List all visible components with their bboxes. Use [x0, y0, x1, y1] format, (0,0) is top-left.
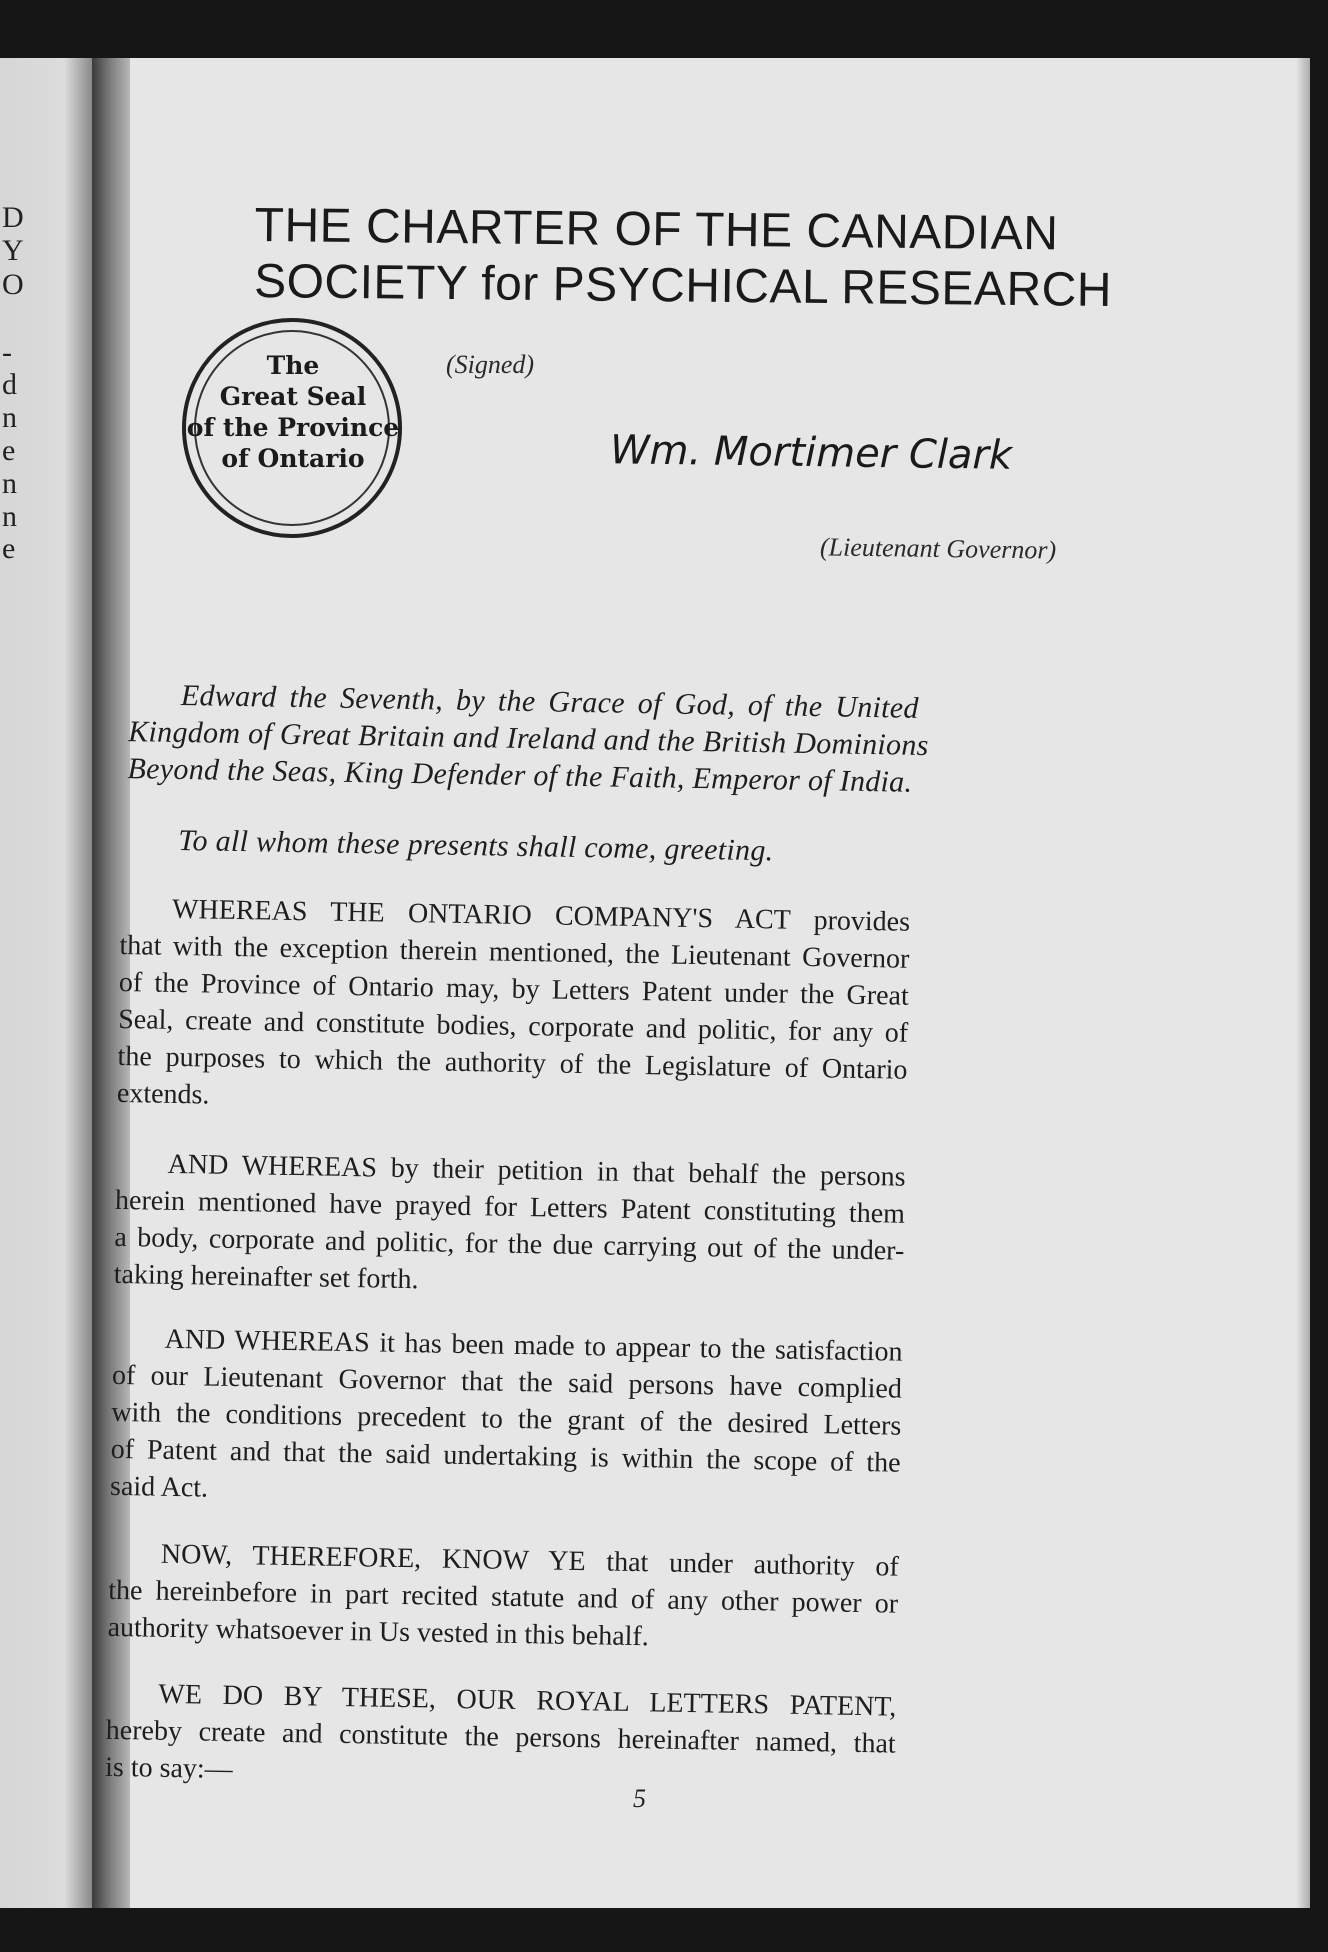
paragraph-line: authority whatsoever in Us vested in this behalf.	[107, 1611, 650, 1653]
paragraph-whereas-petition	[113, 1148, 905, 1310]
paragraph-line: said Act.	[109, 1470, 209, 1504]
paragraph-line: taking hereinafter set forth.	[113, 1258, 419, 1296]
paragraph-line: the hereinbefore in part recited statute and of any other power or	[107, 1574, 899, 1620]
adjacent-page-fragment: d	[2, 368, 17, 401]
paragraph-line: with the conditions precedent to the grant of the desired Letters	[111, 1396, 902, 1442]
page-number: 5	[633, 1784, 646, 1813]
document-page	[104, 58, 1310, 1908]
paragraph-line: a body, corporate and politic, for the due carrying out of the under-	[114, 1221, 905, 1267]
page-title	[254, 198, 1235, 320]
paragraph-line: AND WHEREAS it has been made to appear to the satisfaction	[164, 1323, 903, 1368]
great-seal-stamp	[182, 318, 402, 538]
paragraph-line: NOW, THEREFORE, KNOW YE that under authority of	[160, 1538, 900, 1583]
paragraph-line: that with the exception therein mentioned, the Lieutenant Governor	[119, 929, 910, 975]
greeting-line: To all whom these presents shall come, greeting.	[178, 823, 774, 868]
paragraph-line: hereby create and constitute the persons hereinafter named, that	[105, 1714, 896, 1760]
paragraph-line: of our Lieutenant Governor that the said persons have complied	[111, 1359, 903, 1405]
title-line-2: SOCIETY for PSYCHICAL RESEARCH	[253, 254, 1113, 317]
adjacent-page-fragment: n	[2, 500, 17, 533]
seal-line: of the Province	[186, 413, 400, 442]
paragraph-line: extends.	[116, 1077, 210, 1111]
paragraph-line: is to say:—	[104, 1751, 233, 1786]
preamble-line: Edward the Seventh, by the Grace of God, of the United	[180, 678, 920, 725]
signature: Wm. Mortimer Clark	[609, 427, 1013, 479]
paragraph-line: of the Province of Ontario may, by Letters Patent under the Great	[118, 966, 910, 1012]
signed-label: (Signed)	[446, 350, 535, 379]
preamble	[127, 678, 929, 803]
adjacent-page-fragment: n	[2, 401, 17, 434]
adjacent-page-fragment: Y	[2, 234, 24, 267]
seal-text	[168, 350, 418, 474]
adjacent-page-fragment: D	[2, 201, 24, 234]
adjacent-page-sliver	[0, 58, 92, 1908]
seal-line: Great Seal	[219, 382, 367, 411]
adjacent-page-fragment: -	[2, 336, 12, 369]
paragraph-whereas-act	[117, 893, 911, 1129]
greeting	[126, 823, 917, 874]
paragraph-letters-patent	[105, 1678, 897, 1803]
adjacent-page-fragment: e	[2, 532, 16, 565]
paragraph-know-ye	[107, 1538, 899, 1663]
seal-line: of Ontario	[221, 444, 365, 473]
seal-line: The	[266, 351, 320, 380]
signatory-title: (Lieutenant Governor)	[819, 532, 1057, 565]
title-line-1: THE CHARTER OF THE CANADIAN	[254, 198, 1059, 261]
adjacent-page-fragment: O	[2, 268, 24, 301]
paragraph-line: AND WHEREAS by their petition in that behalf the persons	[167, 1148, 906, 1193]
paragraph-line: the purposes to which the authority of the Legislature of Ontario	[117, 1040, 908, 1086]
adjacent-page-fragment: e	[2, 434, 16, 467]
adjacent-page-fragment: n	[2, 467, 17, 500]
paragraph-line: herein mentioned have prayed for Letters Patent constituting them	[114, 1184, 906, 1230]
paragraph-line: Seal, create and constitute bodies, corporate and politic, for any of	[117, 1003, 909, 1049]
paragraph-line: WE DO BY THESE, OUR ROYAL LETTERS PATENT,	[158, 1678, 897, 1723]
preamble-line: Kingdom of Great Britain and Ireland and the British Dominions	[127, 715, 929, 763]
paragraph-line: of Patent and that the said undertaking is within the scope of the	[110, 1433, 901, 1479]
preamble-line: Beyond the Seas, King Defender of the Faith, Emperor of India.	[127, 752, 913, 799]
paragraph-line: WHEREAS THE ONTARIO COMPANY'S ACT provides	[171, 893, 911, 938]
paragraph-whereas-satisfaction	[110, 1323, 903, 1522]
